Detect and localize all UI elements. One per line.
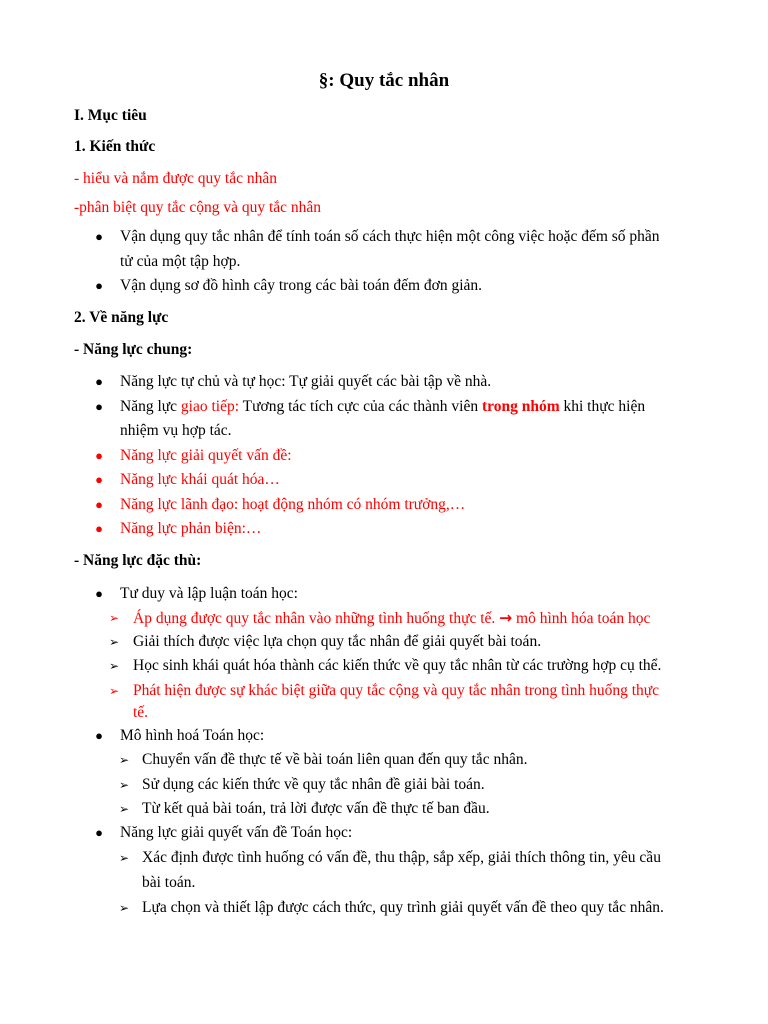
knowledge-bullet-2: Vận dụng sơ đồ hình cây trong các bài toán đếm đơn giản. bbox=[120, 277, 483, 294]
knowledge-red-line-1: - hiểu và nắm được quy tắc nhân bbox=[74, 170, 277, 187]
problem-solving-arrow-1-line-1: Xác định được tình huống có vấn đề, thu thập, sắp xếp, giải thích thông tin, yêu cầu bbox=[142, 849, 661, 866]
specific-arrow-1 bbox=[133, 606, 728, 631]
knowledge-bullet-1-line-1: Vận dụng quy tắc nhân để tính toán số cách thực hiện một công việc hoặc đếm số phần bbox=[120, 228, 660, 245]
problem-solving-arrow-1-line-2: bài toán. bbox=[142, 874, 196, 891]
arrow-bullet-icon: ➢ bbox=[118, 778, 130, 792]
arrow-bullet-icon: ➢ bbox=[118, 753, 130, 767]
general-bullet-4: Năng lực khái quát hóa… bbox=[120, 471, 280, 488]
bullet-icon: ● bbox=[95, 728, 103, 743]
knowledge-red-line-2: -phân biệt quy tắc cộng và quy tắc nhân bbox=[74, 199, 322, 216]
general-bullet-2-text-b: Tương tác tích cực của các thành viên bbox=[239, 398, 482, 415]
arrow-bullet-icon: ➢ bbox=[118, 851, 130, 865]
general-bullet-2-text-a: Năng lực bbox=[120, 398, 181, 415]
specific-bullet-1: Tư duy và lập luận toán học: bbox=[120, 585, 298, 602]
arrow-bullet-icon: ➢ bbox=[108, 635, 120, 649]
bullet-icon: ● bbox=[95, 278, 103, 293]
bullet-icon: ● bbox=[95, 825, 103, 840]
specific-bullet-3: Năng lực giải quyết vấn đề Toán học: bbox=[120, 824, 353, 841]
general-bullet-6: Năng lực phản biện:… bbox=[120, 520, 262, 537]
general-bullet-2-line-2: nhiệm vụ hợp tác. bbox=[120, 422, 232, 439]
page-title: §: Quy tắc nhân bbox=[318, 70, 450, 91]
modeling-arrow-1: Chuyển vấn đề thực tế về bài toán liên quan đến quy tắc nhân. bbox=[142, 751, 528, 768]
general-bullet-2-text-c: khi thực hiện bbox=[559, 398, 646, 415]
bullet-icon: ● bbox=[95, 521, 103, 536]
specific-arrow-4-line-1: Phát hiện được sự khác biệt giữa quy tắc cộng và quy tắc nhân trong tình huống thực bbox=[133, 682, 660, 699]
general-bullet-3: Năng lực giải quyết vấn đề: bbox=[120, 447, 292, 464]
general-bullet-5: Năng lực lãnh đạo: hoạt động nhóm có nhóm trưởng,… bbox=[120, 496, 466, 513]
heading-knowledge: 1. Kiến thức bbox=[74, 138, 156, 155]
bullet-icon: ● bbox=[95, 586, 103, 601]
bullet-icon: ● bbox=[95, 229, 103, 244]
general-bullet-1: Năng lực tự chủ và tự học: Tự giải quyết các bài tập về nhà. bbox=[120, 373, 492, 390]
arrow-bullet-icon: ➢ bbox=[108, 659, 120, 673]
general-bullet-2-red: giao tiếp: bbox=[180, 398, 240, 415]
specific-arrow-4-line-2: tế. bbox=[133, 704, 149, 721]
specific-arrow-3: Học sinh khái quát hóa thành các kiến thức về quy tắc nhân từ các trường hợp cụ thể. bbox=[133, 657, 662, 674]
heading-ability: 2. Về năng lực bbox=[74, 309, 169, 326]
bullet-icon: ● bbox=[95, 374, 103, 389]
problem-solving-arrow-2: Lựa chọn và thiết lập được cách thức, quy trình giải quyết vấn đề theo quy tắc nhân. bbox=[142, 899, 664, 916]
general-bullet-2-red-bold: trong nhóm bbox=[481, 398, 560, 415]
right-arrow-icon: → bbox=[499, 609, 513, 627]
specific-arrow-2: Giải thích được việc lựa chọn quy tắc nhân để giải quyết bài toán. bbox=[133, 633, 542, 650]
heading-specific-ability: - Năng lực đặc thù: bbox=[74, 552, 202, 569]
bullet-icon: ● bbox=[95, 472, 103, 487]
arrow-bullet-icon: ➢ bbox=[108, 684, 120, 698]
specific-arrow-1-text-a: Áp dụng được quy tắc nhân vào những tình huống thực tế. bbox=[133, 610, 496, 627]
modeling-arrow-3: Từ kết quả bài toán, trả lời được vấn đề thực tế ban đầu. bbox=[142, 800, 490, 817]
specific-arrow-1-text-b: mô hình hóa toán học bbox=[512, 610, 651, 627]
specific-bullet-2: Mô hình hoá Toán học: bbox=[120, 727, 265, 744]
bullet-icon: ● bbox=[95, 399, 103, 414]
arrow-bullet-icon: ➢ bbox=[118, 802, 130, 816]
modeling-arrow-2: Sử dụng các kiến thức về quy tắc nhân đề giải bài toán. bbox=[142, 776, 485, 793]
bullet-icon: ● bbox=[95, 448, 103, 463]
heading-objectives: I. Mục tiêu bbox=[74, 107, 147, 124]
knowledge-bullet-1-line-2: tử của một tập hợp. bbox=[120, 253, 241, 270]
bullet-icon: ● bbox=[95, 497, 103, 512]
general-bullet-2-line-1 bbox=[120, 395, 728, 419]
arrow-bullet-icon: ➢ bbox=[118, 901, 130, 915]
heading-general-ability: - Năng lực chung: bbox=[74, 341, 193, 358]
arrow-bullet-icon: ➢ bbox=[108, 611, 120, 625]
